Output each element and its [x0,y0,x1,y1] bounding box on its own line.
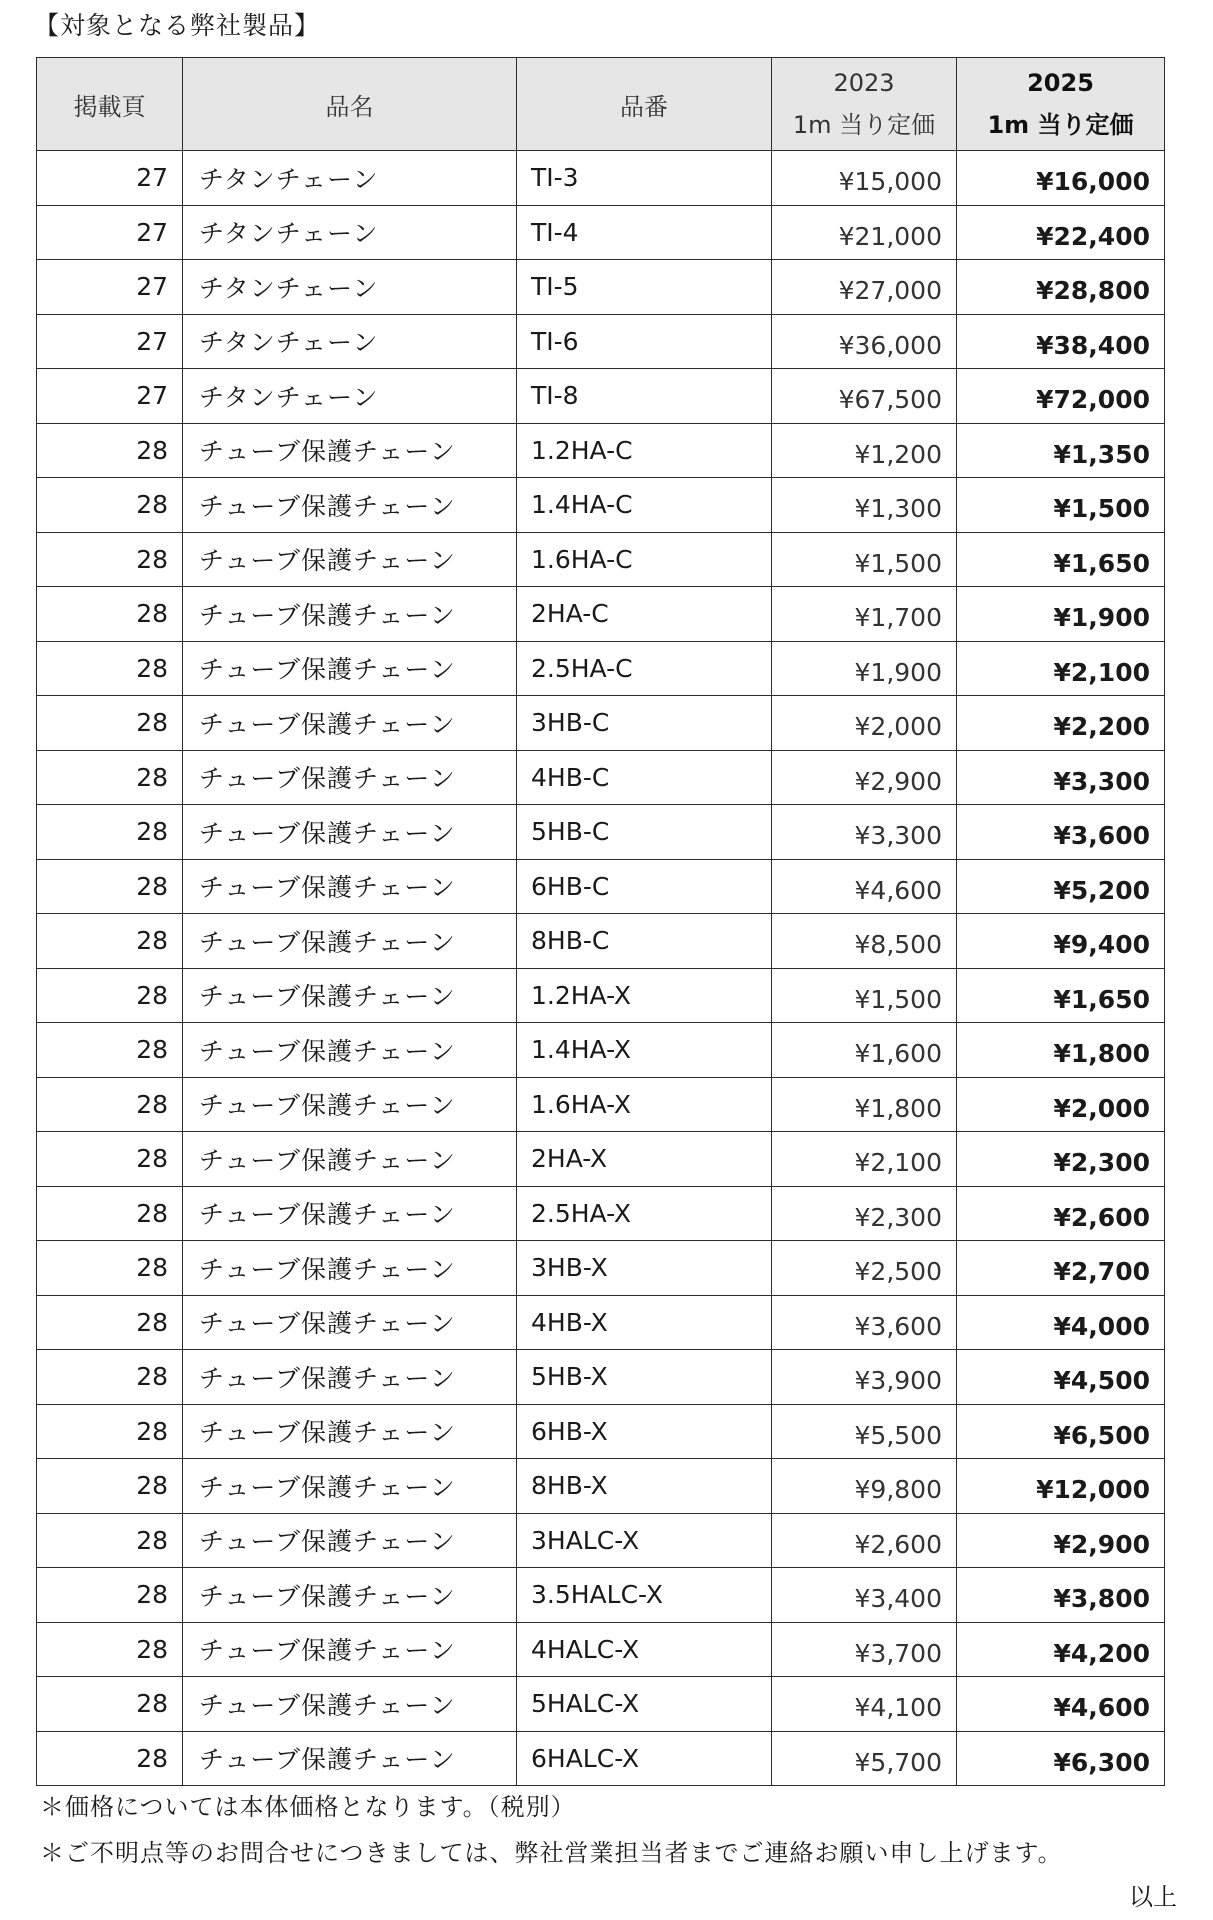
note-contact: ＊ご不明点等のお問合せにつきましては、弊社営業担当者までご連絡お願い申し上げます。 [40,1839,1063,1867]
cell-code: 1.2HA-X [517,968,772,1023]
table-row [37,1731,1165,1786]
cell-name: チューブ保護チェーン [183,587,517,642]
price-table [36,57,1165,1786]
cell-price-2025: ¥2,700 [957,1241,1165,1296]
cell-name: チューブ保護チェーン [183,478,517,533]
cell-name: チューブ保護チェーン [183,1132,517,1187]
cell-page: 28 [37,1459,183,1514]
cell-price-2025: ¥16,000 [957,151,1165,206]
cell-name: チューブ保護チェーン [183,423,517,478]
cell-name: チューブ保護チェーン [183,968,517,1023]
cell-name: チューブ保護チェーン [183,914,517,969]
table-row [37,1404,1165,1459]
cell-name: チューブ保護チェーン [183,1568,517,1623]
cell-price-2023: ¥3,400 [772,1568,957,1623]
cell-price-2023: ¥3,600 [772,1295,957,1350]
cell-price-2025: ¥4,200 [957,1622,1165,1677]
cell-page: 28 [37,1023,183,1078]
cell-price-2023: ¥1,600 [772,1023,957,1078]
cell-price-2025: ¥2,900 [957,1513,1165,1568]
cell-code: 6HB-X [517,1404,772,1459]
table-row [37,1513,1165,1568]
cell-code: 2.5HA-X [517,1186,772,1241]
table-header-row [37,58,1165,151]
cell-code: TI-3 [517,151,772,206]
cell-price-2025: ¥2,300 [957,1132,1165,1187]
cell-code: 1.6HA-C [517,532,772,587]
cell-page: 28 [37,1677,183,1732]
cell-price-2025: ¥2,100 [957,641,1165,696]
cell-price-2023: ¥2,900 [772,750,957,805]
cell-code: 5HB-X [517,1350,772,1405]
cell-page: 28 [37,641,183,696]
cell-code: 6HB-C [517,859,772,914]
cell-name: チューブ保護チェーン [183,1513,517,1568]
cell-price-2023: ¥9,800 [772,1459,957,1514]
cell-name: チューブ保護チェーン [183,1077,517,1132]
cell-code: 1.6HA-X [517,1077,772,1132]
cell-price-2023: ¥5,500 [772,1404,957,1459]
table-row [37,914,1165,969]
cell-name: チューブ保護チェーン [183,1459,517,1514]
closing-mark: 以上 [1129,1883,1177,1911]
table-row [37,478,1165,533]
cell-price-2023: ¥1,500 [772,968,957,1023]
cell-page: 28 [37,1404,183,1459]
cell-price-2023: ¥2,000 [772,696,957,751]
cell-code: 5HB-C [517,805,772,860]
cell-price-2023: ¥2,300 [772,1186,957,1241]
cell-page: 28 [37,1513,183,1568]
table-row [37,314,1165,369]
cell-page: 27 [37,151,183,206]
cell-name: チューブ保護チェーン [183,696,517,751]
cell-code: 8HB-X [517,1459,772,1514]
header-page: 掲載頁 [37,58,183,151]
cell-code: 3HB-C [517,696,772,751]
cell-page: 28 [37,805,183,860]
cell-price-2025: ¥1,350 [957,423,1165,478]
cell-page: 27 [37,260,183,315]
cell-price-2025: ¥3,600 [957,805,1165,860]
cell-name: チタンチェーン [183,151,517,206]
cell-name: チタンチェーン [183,205,517,260]
cell-price-2025: ¥5,200 [957,859,1165,914]
cell-price-2023: ¥4,100 [772,1677,957,1732]
header-price-2025-year: 2025 [1027,69,1094,97]
table-row [37,1622,1165,1677]
cell-price-2025: ¥22,400 [957,205,1165,260]
table-row [37,859,1165,914]
cell-code: 1.4HA-C [517,478,772,533]
cell-page: 28 [37,532,183,587]
cell-price-2023: ¥1,500 [772,532,957,587]
cell-name: チューブ保護チェーン [183,1295,517,1350]
cell-page: 28 [37,1077,183,1132]
cell-page: 28 [37,1241,183,1296]
cell-name: チタンチェーン [183,369,517,424]
table-row [37,968,1165,1023]
cell-page: 28 [37,750,183,805]
cell-price-2023: ¥27,000 [772,260,957,315]
header-price-2023 [772,58,957,151]
cell-price-2023: ¥4,600 [772,859,957,914]
cell-price-2025: ¥1,500 [957,478,1165,533]
table-row [37,750,1165,805]
cell-name: チューブ保護チェーン [183,1241,517,1296]
header-price-2025-label: 1m 当り定価 [987,111,1134,139]
cell-code: 3HB-X [517,1241,772,1296]
table-row [37,641,1165,696]
cell-name: チューブ保護チェーン [183,1731,517,1786]
cell-price-2025: ¥4,500 [957,1350,1165,1405]
table-row [37,1295,1165,1350]
cell-page: 28 [37,587,183,642]
cell-page: 28 [37,1350,183,1405]
cell-price-2023: ¥1,200 [772,423,957,478]
cell-code: TI-4 [517,205,772,260]
table-row [37,1350,1165,1405]
cell-name: チタンチェーン [183,314,517,369]
cell-page: 28 [37,968,183,1023]
cell-code: 4HALC-X [517,1622,772,1677]
cell-name: チューブ保護チェーン [183,750,517,805]
cell-page: 28 [37,914,183,969]
cell-code: 5HALC-X [517,1677,772,1732]
cell-name: チューブ保護チェーン [183,1023,517,1078]
table-row [37,260,1165,315]
table-row [37,805,1165,860]
table-row [37,1241,1165,1296]
cell-code: 2.5HA-C [517,641,772,696]
cell-name: チューブ保護チェーン [183,859,517,914]
note-tax: ＊価格については本体価格となります。（税別） [40,1793,576,1821]
cell-price-2023: ¥1,300 [772,478,957,533]
cell-price-2025: ¥4,000 [957,1295,1165,1350]
cell-page: 28 [37,859,183,914]
header-price-2023-year: 2023 [833,69,895,97]
cell-price-2023: ¥3,300 [772,805,957,860]
cell-price-2025: ¥2,600 [957,1186,1165,1241]
cell-code: TI-8 [517,369,772,424]
cell-price-2025: ¥9,400 [957,914,1165,969]
cell-price-2023: ¥2,100 [772,1132,957,1187]
cell-price-2025: ¥2,200 [957,696,1165,751]
cell-name: チューブ保護チェーン [183,532,517,587]
cell-price-2023: ¥3,900 [772,1350,957,1405]
table-row [37,532,1165,587]
cell-page: 28 [37,1132,183,1187]
cell-price-2023: ¥5,700 [772,1731,957,1786]
cell-name: チューブ保護チェーン [183,1404,517,1459]
cell-price-2025: ¥2,000 [957,1077,1165,1132]
cell-price-2025: ¥6,300 [957,1731,1165,1786]
cell-page: 28 [37,1186,183,1241]
cell-code: 4HB-X [517,1295,772,1350]
cell-page: 27 [37,205,183,260]
cell-price-2025: ¥28,800 [957,260,1165,315]
cell-name: チューブ保護チェーン [183,1350,517,1405]
cell-code: 2HA-X [517,1132,772,1187]
cell-price-2025: ¥38,400 [957,314,1165,369]
cell-price-2025: ¥1,650 [957,968,1165,1023]
cell-name: チューブ保護チェーン [183,641,517,696]
table-row [37,1568,1165,1623]
cell-page: 27 [37,369,183,424]
header-price-2025 [957,58,1165,151]
table-body [37,151,1165,1786]
cell-price-2023: ¥1,700 [772,587,957,642]
cell-page: 28 [37,423,183,478]
cell-page: 28 [37,1295,183,1350]
section-title: 【対象となる弊社製品】 [34,11,321,40]
cell-name: チューブ保護チェーン [183,1622,517,1677]
cell-code: 3HALC-X [517,1513,772,1568]
header-price-2023-label: 1m 当り定価 [792,111,936,139]
header-name: 品名 [183,58,517,151]
cell-code: 3.5HALC-X [517,1568,772,1623]
cell-page: 27 [37,314,183,369]
table-row [37,696,1165,751]
cell-code: 6HALC-X [517,1731,772,1786]
table-row [37,1459,1165,1514]
cell-page: 28 [37,1622,183,1677]
cell-price-2025: ¥6,500 [957,1404,1165,1459]
cell-price-2025: ¥3,800 [957,1568,1165,1623]
cell-price-2025: ¥72,000 [957,369,1165,424]
table-row [37,205,1165,260]
table-row [37,1677,1165,1732]
cell-price-2025: ¥12,000 [957,1459,1165,1514]
cell-name: チューブ保護チェーン [183,1186,517,1241]
table-row [37,369,1165,424]
table-row [37,587,1165,642]
cell-price-2025: ¥4,600 [957,1677,1165,1732]
cell-price-2025: ¥1,650 [957,532,1165,587]
cell-code: TI-5 [517,260,772,315]
cell-price-2023: ¥15,000 [772,151,957,206]
cell-code: TI-6 [517,314,772,369]
cell-page: 28 [37,478,183,533]
cell-price-2023: ¥2,500 [772,1241,957,1296]
cell-page: 28 [37,1731,183,1786]
table-row [37,423,1165,478]
table-row [37,1132,1165,1187]
cell-price-2025: ¥3,300 [957,750,1165,805]
cell-code: 1.4HA-X [517,1023,772,1078]
cell-price-2025: ¥1,800 [957,1023,1165,1078]
table-row [37,151,1165,206]
cell-price-2023: ¥3,700 [772,1622,957,1677]
table-row [37,1023,1165,1078]
cell-price-2023: ¥2,600 [772,1513,957,1568]
table-row [37,1077,1165,1132]
cell-code: 1.2HA-C [517,423,772,478]
cell-name: チューブ保護チェーン [183,805,517,860]
cell-price-2023: ¥21,000 [772,205,957,260]
cell-price-2023: ¥67,500 [772,369,957,424]
cell-page: 28 [37,1568,183,1623]
cell-name: チタンチェーン [183,260,517,315]
cell-code: 2HA-C [517,587,772,642]
table-row [37,1186,1165,1241]
cell-page: 28 [37,696,183,751]
cell-price-2023: ¥1,800 [772,1077,957,1132]
header-code: 品番 [517,58,772,151]
cell-price-2023: ¥36,000 [772,314,957,369]
cell-price-2025: ¥1,900 [957,587,1165,642]
cell-price-2023: ¥1,900 [772,641,957,696]
cell-code: 4HB-C [517,750,772,805]
cell-price-2023: ¥8,500 [772,914,957,969]
cell-code: 8HB-C [517,914,772,969]
cell-name: チューブ保護チェーン [183,1677,517,1732]
